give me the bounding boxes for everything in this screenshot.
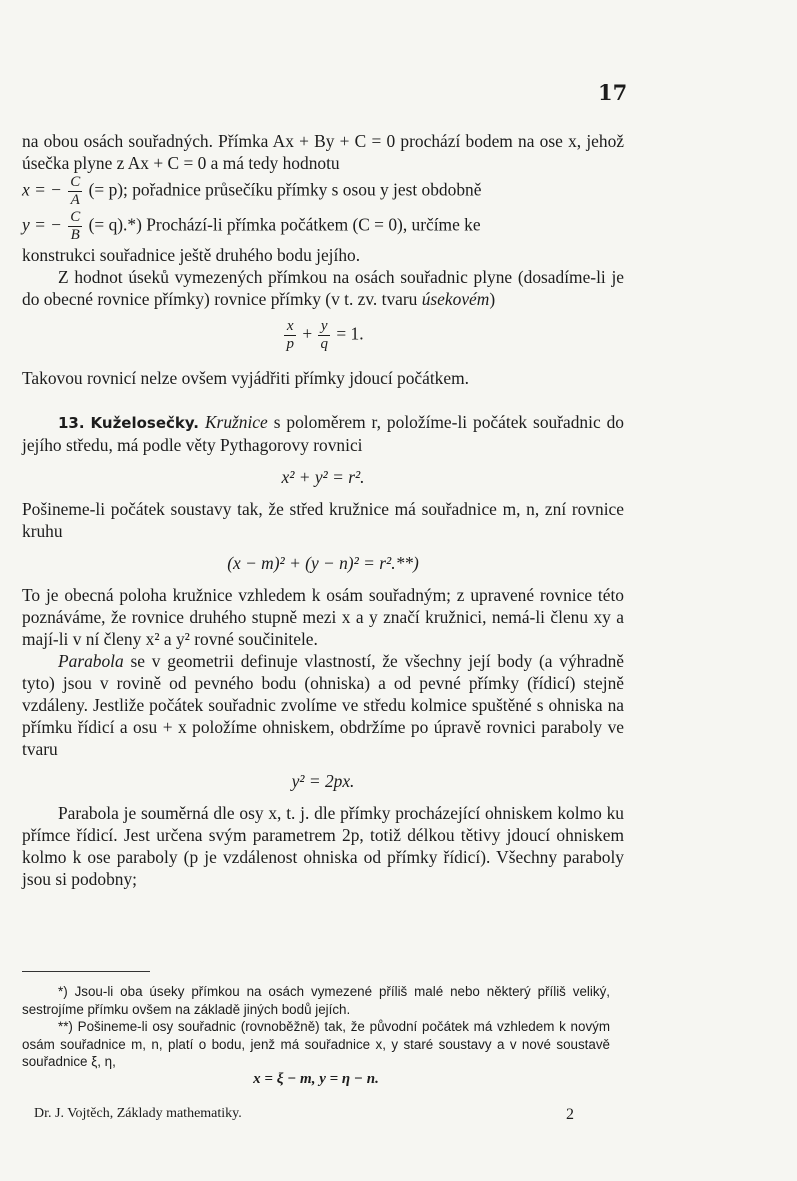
footnote-separator (22, 971, 150, 972)
paragraph-parabola-symmetry: Parabola je souměrná dle osy x, t. j. dle přímky procházející ohniskem kolmo ku přímce řídicí. Jest určena svým parametrem 2p, totiž délkou tětivy jdoucí ohniskem kolmo k ose paraboly (p je vzdálenost ohniska od přímky řídicí). Všechny paraboly jsou si podobny; (22, 803, 624, 889)
section-number: 13. (58, 414, 85, 432)
footnote-2: **) Pošineme-li osy souřadnic (rovnoběžně) tak, že původní počátek má vzhledem k novým osám souřadnice m, n, platí o bodu, jenž má souřadnice x, y staré soustavy a v nové soustavě souřadnice ξ, η, (22, 1019, 610, 1069)
section-13-text: s poloměrem r, položíme-li počátek souřadnic do jejího středu, má podle věty Pythagorovy rovnici (22, 412, 624, 455)
fraction-denominator: q (320, 336, 328, 352)
fraction-c-over-b (68, 209, 82, 244)
formula-x-lhs: x = − (22, 179, 62, 200)
fraction-numerator: C (70, 174, 81, 190)
circle-term: Kružnice (204, 412, 268, 432)
circle-equation: x² + y² = r². (281, 467, 365, 487)
formula-x-line (22, 174, 624, 209)
fraction-denominator: p (286, 336, 294, 352)
footnote-1: *) Jsou-li oba úseky přímkou na osách vymezené příliš malé nebo některý příliš veliký, sestrojíme přímku ovšem na základě jiných bodů jejích. (22, 984, 610, 1017)
fraction-numerator: y (318, 318, 330, 336)
section-title: Kuželosečky. (90, 414, 199, 432)
fraction-y-over-q (318, 318, 330, 353)
intercepts-text: Z hodnot úseků vymezených přímkou na osách souřadnic plyne (dosadíme-li je do obecné rovnice přímky) rovnice přímky (v t. zv. tvaru (22, 267, 624, 309)
intercepts-close-paren: ) (489, 289, 496, 309)
fraction-c-over-a (68, 174, 82, 209)
paragraph-intro-end: konstrukci souřadnice ještě druhého bodu jejího. (22, 245, 361, 265)
formula-y-lhs: y = − (22, 214, 62, 235)
footnote-equation: x = ξ − m, y = η − n. (253, 1070, 379, 1087)
formula-y-line (22, 209, 624, 244)
footnotes (22, 983, 610, 1088)
parabola-def-text: se v geometrii definuje vlastností, že všechny její body (a výhradně tyto) jsou v rovině od pevného bodu (ohniska) a od pevné přímky (řídicí) stejně vzdáleny. Jestliže počátek souřadnic zvolíme ve středu kolmice spuštěné s ohniska na přímku řídicí a osu + x položíme ohniskem, obdržíme po úpravě rovnici paraboly ve tvaru (22, 651, 624, 759)
paragraph-intro: na obou osách souřadných. Přímka Ax + By + C = 0 prochází bodem na ose x, jehož úsečka plyne z Ax + C = 0 a má tedy hodnotu (22, 131, 624, 173)
formula-y-rest: (= q).*) Prochází-li přímka počátkem (C = 0), určíme ke (88, 214, 481, 235)
intercepts-italic-word: úsekovém (421, 289, 490, 309)
paragraph-intercepts (22, 266, 624, 310)
fraction-numerator: C (70, 209, 81, 225)
section-13 (22, 411, 624, 456)
fraction-numerator: x (284, 318, 296, 336)
sheet-number: 2 (566, 1106, 574, 1123)
paragraph-origin-note: Takovou rovnicí nelze ovšem vyjádřiti přímky jdoucí počátkem. (22, 368, 469, 388)
equals-one: = 1. (336, 323, 364, 344)
paragraph-shift-origin: Pošineme-li počátek soustavy tak, že střed kružnice má souřadnice m, n, zní rovnice kruhu (22, 499, 624, 541)
paragraph-parabola-def (22, 650, 624, 760)
plus-sign: + (302, 323, 313, 344)
footer-author-title: Dr. J. Vojtěch, Základy mathematiky. (34, 1106, 242, 1121)
fraction-denominator: A (70, 192, 80, 208)
page-number: 17 (598, 80, 628, 105)
circle-general-equation: (x − m)² + (y − n)² = r².**) (227, 553, 419, 573)
main-text (22, 130, 624, 890)
page-footer (34, 1106, 574, 1122)
paragraph-circle-position: To je obecná poloha kružnice vzhledem k osám souřadným; z upravené rovnice této poznáváme, že rovnice druhého stupně mezi x a y značí kružnici, nemá-li členu xy a mají-li v ní členy x² a y² rovné součinitele. (22, 585, 624, 649)
parabola-equation: y² = 2px. (291, 771, 355, 791)
formula-x-rest: (= p); pořadnice průsečíku přímky s osou y jest obdobně (88, 179, 482, 200)
fraction-denominator: B (70, 227, 80, 243)
parabola-term: Parabola (58, 651, 124, 671)
intercept-equation (22, 318, 624, 353)
fraction-x-over-p (284, 318, 296, 353)
